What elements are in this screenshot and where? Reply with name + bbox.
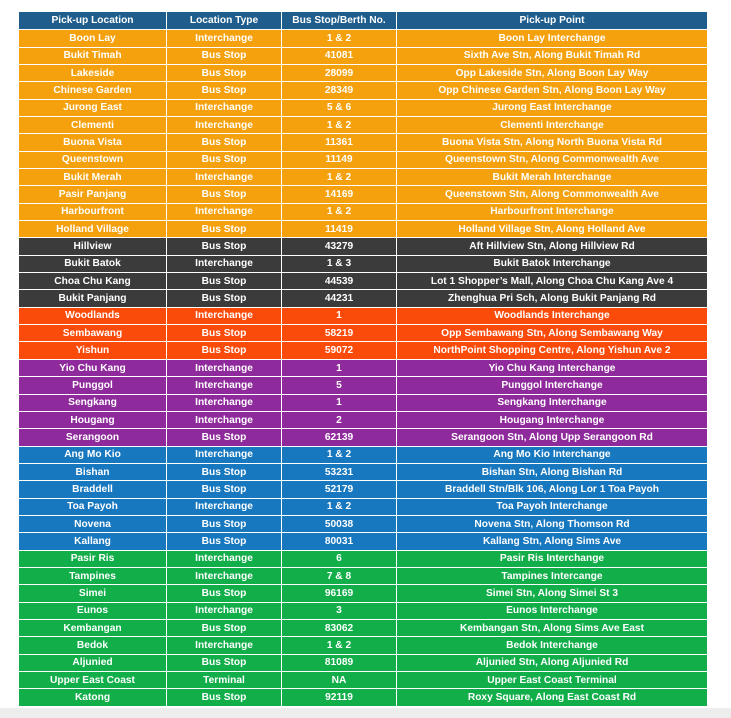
cell-pickup-location: Yio Chu Kang xyxy=(19,360,167,376)
cell-pickup-location: Kembangan xyxy=(19,620,167,636)
cell-pickup-location: Bukit Panjang xyxy=(19,290,167,306)
cell-location-type: Interchange xyxy=(167,117,282,133)
table-row xyxy=(19,169,707,186)
table-row xyxy=(19,395,707,412)
cell-pickup-location: Buona Vista xyxy=(19,134,167,150)
cell-pickup-point: Sixth Ave Stn, Along Bukit Timah Rd xyxy=(463,50,641,62)
cell-pickup-point: Queenstown Stn, Along Commonwealth Ave xyxy=(445,189,659,201)
table-row xyxy=(19,603,707,620)
cell-pickup-location: Woodlands xyxy=(19,308,167,324)
cell-bus-stop-berth-no: 96169 xyxy=(282,585,397,601)
cell-pickup-point: Hougang Interchange xyxy=(499,414,605,426)
cell-pickup-location: Queenstown xyxy=(19,152,167,168)
cell-bus-stop-berth-no: 1 xyxy=(282,395,397,411)
cell-pickup-location: Bishan xyxy=(19,464,167,480)
table-row xyxy=(19,499,707,516)
cell-pickup-location: Clementi xyxy=(19,117,167,133)
cell-pickup-location: Choa Chu Kang xyxy=(19,273,167,289)
table-row xyxy=(19,464,707,481)
cell-location-type: Bus Stop xyxy=(167,221,282,237)
cell-location-type: Bus Stop xyxy=(167,429,282,445)
cell-pickup-location: Sembawang xyxy=(19,325,167,341)
header-pickup-point: Pick-up Point xyxy=(519,15,585,27)
cell-pickup-location: Jurong East xyxy=(19,100,167,116)
cell-bus-stop-berth-no: 14169 xyxy=(282,186,397,202)
cell-location-type: Interchange xyxy=(167,308,282,324)
cell-pickup-point: Upper East Coast Terminal xyxy=(487,674,617,686)
cell-pickup-location: Bukit Timah xyxy=(19,48,167,64)
cell-bus-stop-berth-no: 1 xyxy=(282,308,397,324)
cell-pickup-point: Sengkang Interchange xyxy=(497,397,607,409)
cell-pickup-point: Simei Stn, Along Simei St 3 xyxy=(485,587,619,599)
table-row xyxy=(19,273,707,290)
header-bus-stop-berth-no: Bus Stop/Berth No. xyxy=(282,12,397,29)
cell-bus-stop-berth-no: 3 xyxy=(282,603,397,619)
cell-pickup-point: Pasir Ris Interchange xyxy=(499,553,605,565)
table-row xyxy=(19,100,707,117)
table-row xyxy=(19,568,707,585)
cell-location-type: Bus Stop xyxy=(167,533,282,549)
cell-bus-stop-berth-no: 1 & 2 xyxy=(282,117,397,133)
cell-pickup-location: Braddell xyxy=(19,481,167,497)
cell-bus-stop-berth-no: 59072 xyxy=(282,342,397,358)
cell-location-type: Interchange xyxy=(167,412,282,428)
cell-pickup-location: Simei xyxy=(19,585,167,601)
cell-pickup-location: Katong xyxy=(19,689,167,705)
table-row xyxy=(19,82,707,99)
cell-pickup-point: Buona Vista Stn, Along North Buona Vista Rd xyxy=(442,137,662,149)
cell-pickup-point: Opp Chinese Garden Stn, Along Boon Lay Way xyxy=(438,85,666,96)
table-row xyxy=(19,655,707,672)
cell-location-type: Bus Stop xyxy=(167,65,282,81)
cell-location-type: Bus Stop xyxy=(167,516,282,532)
cell-location-type: Interchange xyxy=(167,256,282,272)
cell-pickup-location: Upper East Coast xyxy=(19,672,167,688)
table-row xyxy=(19,308,707,325)
cell-bus-stop-berth-no: 5 & 6 xyxy=(282,100,397,116)
cell-location-type: Bus Stop xyxy=(167,325,282,341)
cell-bus-stop-berth-no: 11149 xyxy=(282,152,397,168)
cell-pickup-location: Holland Village xyxy=(19,221,167,237)
cell-pickup-point: Aft Hillview Stn, Along Hillview Rd xyxy=(469,241,635,253)
cell-bus-stop-berth-no: 28099 xyxy=(282,65,397,81)
cell-bus-stop-berth-no: 41081 xyxy=(282,48,397,64)
cell-pickup-point: Braddell Stn/Blk 106, Along Lor 1 Toa Payoh xyxy=(445,483,659,495)
cell-pickup-location: Pasir Ris xyxy=(19,551,167,567)
cell-pickup-point: Kembangan Stn, Along Sims Ave East xyxy=(460,622,644,634)
cell-pickup-point: Woodlands Interchange xyxy=(494,310,610,322)
cell-pickup-location: Aljunied xyxy=(19,655,167,671)
cell-pickup-point: Toa Payoh Interchange xyxy=(496,501,608,513)
cell-bus-stop-berth-no: 52179 xyxy=(282,481,397,497)
cell-pickup-point: Kallang Stn, Along Sims Ave xyxy=(482,535,622,547)
cell-bus-stop-berth-no: 11419 xyxy=(282,221,397,237)
cell-location-type: Bus Stop xyxy=(167,464,282,480)
cell-location-type: Interchange xyxy=(167,204,282,220)
cell-pickup-location: Bedok xyxy=(19,637,167,653)
cell-location-type: Interchange xyxy=(167,30,282,46)
table-row xyxy=(19,360,707,377)
cell-pickup-point: Yio Chu Kang Interchange xyxy=(488,362,616,374)
cell-location-type: Bus Stop xyxy=(167,620,282,636)
cell-bus-stop-berth-no: NA xyxy=(282,672,397,688)
cell-bus-stop-berth-no: 62139 xyxy=(282,429,397,445)
cell-pickup-location: Bukit Merah xyxy=(19,169,167,185)
cell-pickup-point: Roxy Square, Along East Coast Rd xyxy=(467,692,637,704)
cell-pickup-point: Jurong East Interchange xyxy=(492,102,612,114)
table-row xyxy=(19,221,707,238)
cell-location-type: Bus Stop xyxy=(167,238,282,254)
cell-pickup-point: Harbourfront Interchange xyxy=(490,206,614,218)
cell-bus-stop-berth-no: 1 & 2 xyxy=(282,204,397,220)
cell-pickup-point: Opp Lakeside Stn, Along Boon Lay Way xyxy=(455,67,649,79)
cell-pickup-point: Bukit Merah Interchange xyxy=(492,171,612,183)
cell-location-type: Bus Stop xyxy=(167,48,282,64)
table-row xyxy=(19,256,707,273)
cell-location-type: Interchange xyxy=(167,447,282,463)
table-row xyxy=(19,342,707,359)
table-row xyxy=(19,152,707,169)
cell-bus-stop-berth-no: 81089 xyxy=(282,655,397,671)
cell-location-type: Interchange xyxy=(167,551,282,567)
table-row xyxy=(19,637,707,654)
cell-location-type: Interchange xyxy=(167,499,282,515)
cell-pickup-point: Opp Sembawang Stn, Along Sembawang Way xyxy=(441,327,663,339)
cell-location-type: Bus Stop xyxy=(167,186,282,202)
cell-pickup-point: NorthPoint Shopping Centre, Along Yishun Ave 2 xyxy=(433,345,671,357)
cell-pickup-location: Yishun xyxy=(19,342,167,358)
cell-bus-stop-berth-no: 80031 xyxy=(282,533,397,549)
cell-bus-stop-berth-no: 44231 xyxy=(282,290,397,306)
cell-pickup-location: Tampines xyxy=(19,568,167,584)
table-row xyxy=(19,551,707,568)
table-row xyxy=(19,134,707,151)
cell-pickup-point: Clementi Interchange xyxy=(500,119,604,131)
cell-location-type: Interchange xyxy=(167,603,282,619)
cell-bus-stop-berth-no: 5 xyxy=(282,377,397,393)
table-row xyxy=(19,48,707,65)
table-row xyxy=(19,238,707,255)
cell-location-type: Bus Stop xyxy=(167,134,282,150)
table-row xyxy=(19,585,707,602)
table-row xyxy=(19,65,707,82)
cell-bus-stop-berth-no: 50038 xyxy=(282,516,397,532)
cell-bus-stop-berth-no: 83062 xyxy=(282,620,397,636)
header-location-type: Location Type xyxy=(167,12,282,29)
table-row xyxy=(19,204,707,221)
header-pickup-location: Pick-up Location xyxy=(19,12,167,29)
cell-bus-stop-berth-no: 2 xyxy=(282,412,397,428)
cell-bus-stop-berth-no: 58219 xyxy=(282,325,397,341)
cell-location-type: Bus Stop xyxy=(167,585,282,601)
cell-location-type: Interchange xyxy=(167,637,282,653)
table-header-row xyxy=(19,12,707,30)
cell-pickup-location: Boon Lay xyxy=(19,30,167,46)
cell-pickup-location: Eunos xyxy=(19,603,167,619)
cell-pickup-location: Kallang xyxy=(19,533,167,549)
cell-pickup-location: Toa Payoh xyxy=(19,499,167,515)
cell-location-type: Bus Stop xyxy=(167,82,282,98)
table-row xyxy=(19,672,707,689)
cell-bus-stop-berth-no: 1 & 2 xyxy=(282,499,397,515)
cell-bus-stop-berth-no: 1 & 3 xyxy=(282,256,397,272)
table-row xyxy=(19,620,707,637)
cell-location-type: Interchange xyxy=(167,568,282,584)
table-row xyxy=(19,533,707,550)
cell-pickup-location: Pasir Panjang xyxy=(19,186,167,202)
table-row xyxy=(19,481,707,498)
cell-location-type: Interchange xyxy=(167,360,282,376)
cell-pickup-point: Holland Village Stn, Along Holland Ave xyxy=(458,223,646,235)
cell-pickup-location: Ang Mo Kio xyxy=(19,447,167,463)
table-row xyxy=(19,377,707,394)
cell-location-type: Interchange xyxy=(167,377,282,393)
cell-pickup-point: Queenstown Stn, Along Commonwealth Ave xyxy=(445,154,659,166)
cell-bus-stop-berth-no: 44539 xyxy=(282,273,397,289)
cell-pickup-location: Novena xyxy=(19,516,167,532)
cell-location-type: Interchange xyxy=(167,169,282,185)
table-row xyxy=(19,325,707,342)
page-footer-band xyxy=(0,708,731,718)
cell-pickup-location: Sengkang xyxy=(19,395,167,411)
table-row xyxy=(19,689,707,706)
table-row xyxy=(19,516,707,533)
cell-bus-stop-berth-no: 1 & 2 xyxy=(282,30,397,46)
cell-bus-stop-berth-no: 43279 xyxy=(282,238,397,254)
table-row xyxy=(19,412,707,429)
table-row xyxy=(19,290,707,307)
cell-pickup-point: Bukit Batok Interchange xyxy=(493,258,611,270)
cell-pickup-point: Boon Lay Interchange xyxy=(498,32,606,44)
cell-pickup-point: Bishan Stn, Along Bishan Rd xyxy=(481,466,623,478)
cell-pickup-point: Bedok Interchange xyxy=(506,640,598,651)
cell-location-type: Bus Stop xyxy=(167,290,282,306)
cell-location-type: Interchange xyxy=(167,395,282,411)
cell-bus-stop-berth-no: 1 xyxy=(282,360,397,376)
cell-location-type: Bus Stop xyxy=(167,342,282,358)
table-row xyxy=(19,117,707,134)
cell-bus-stop-berth-no: 11361 xyxy=(282,134,397,150)
table-row xyxy=(19,429,707,446)
cell-pickup-location: Chinese Garden xyxy=(19,82,167,98)
cell-location-type: Bus Stop xyxy=(167,689,282,705)
cell-pickup-point: Novena Stn, Along Thomson Rd xyxy=(474,518,630,530)
cell-bus-stop-berth-no: 1 & 2 xyxy=(282,169,397,185)
cell-bus-stop-berth-no: 1 & 2 xyxy=(282,637,397,653)
cell-location-type: Interchange xyxy=(167,100,282,116)
table-row xyxy=(19,186,707,203)
table-row xyxy=(19,447,707,464)
cell-pickup-location: Punggol xyxy=(19,377,167,393)
cell-pickup-location: Lakeside xyxy=(19,65,167,81)
cell-pickup-point: Eunos Interchange xyxy=(506,605,598,617)
cell-location-type: Terminal xyxy=(167,672,282,688)
cell-pickup-location: Harbourfront xyxy=(19,204,167,220)
cell-pickup-location: Serangoon xyxy=(19,429,167,445)
cell-pickup-location: Hillview xyxy=(19,238,167,254)
cell-pickup-point: Punggol Interchange xyxy=(501,379,603,391)
cell-location-type: Bus Stop xyxy=(167,655,282,671)
cell-bus-stop-berth-no: 1 & 2 xyxy=(282,447,397,463)
table-row xyxy=(19,30,707,47)
cell-pickup-point: Aljunied Stn, Along Aljunied Rd xyxy=(475,657,629,669)
cell-bus-stop-berth-no: 28349 xyxy=(282,82,397,98)
cell-pickup-point: Lot 1 Shopper’s Mall, Along Choa Chu Kang Ave 4 xyxy=(430,275,674,287)
cell-bus-stop-berth-no: 7 & 8 xyxy=(282,568,397,584)
cell-pickup-point: Zhenghua Pri Sch, Along Bukit Panjang Rd xyxy=(448,293,656,305)
cell-pickup-location: Hougang xyxy=(19,412,167,428)
pickup-table xyxy=(19,12,707,707)
cell-pickup-location: Bukit Batok xyxy=(19,256,167,272)
cell-pickup-point: Ang Mo Kio Interchange xyxy=(493,449,611,461)
cell-pickup-point: Serangoon Stn, Along Upp Serangoon Rd xyxy=(451,431,653,443)
cell-location-type: Bus Stop xyxy=(167,273,282,289)
table-body xyxy=(19,30,707,706)
cell-bus-stop-berth-no: 53231 xyxy=(282,464,397,480)
cell-location-type: Bus Stop xyxy=(167,152,282,168)
cell-bus-stop-berth-no: 6 xyxy=(282,551,397,567)
cell-bus-stop-berth-no: 92119 xyxy=(282,689,397,705)
cell-location-type: Bus Stop xyxy=(167,481,282,497)
cell-pickup-point: Tampines Intercange xyxy=(501,570,603,582)
